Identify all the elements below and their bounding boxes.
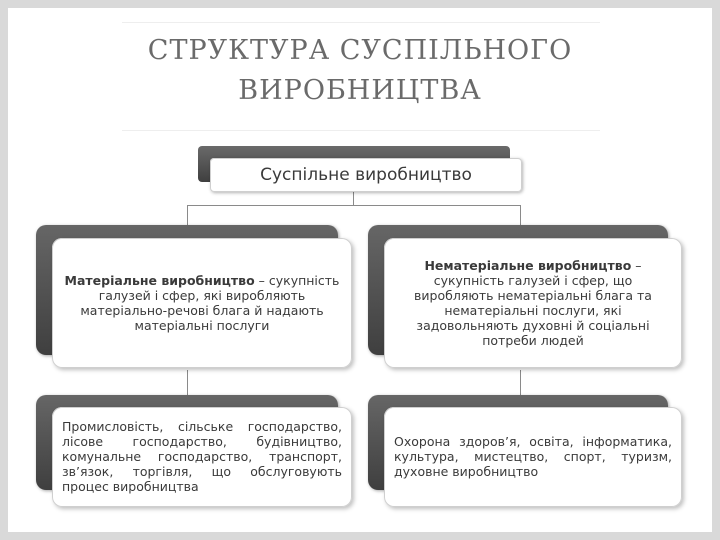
root-node bbox=[210, 158, 522, 192]
right-chain-connector bbox=[520, 370, 521, 398]
material-examples-node bbox=[52, 407, 352, 507]
nonmaterial-definition-node bbox=[384, 238, 682, 368]
title-frame-bottom bbox=[122, 130, 600, 131]
left-chain-connector bbox=[187, 370, 188, 398]
nonmaterial-examples-text: Охорона здоров’я, освіта, інформатика, культура, мистецтво, спорт, туризм, духовне виробництво bbox=[394, 434, 672, 479]
material-term: Матеріальне виробництво bbox=[64, 273, 255, 288]
nonmaterial-term: Нематеріальне виробництво bbox=[424, 258, 632, 273]
nonmaterial-examples-node bbox=[384, 407, 682, 507]
right-branch-connector bbox=[520, 205, 521, 225]
branch-connector-horizontal bbox=[187, 205, 520, 206]
root-connector-vertical bbox=[353, 192, 354, 205]
title-frame-top bbox=[122, 22, 600, 23]
material-definition-text: – сукупність галузей і сфер, які виробляють матеріально-речові блага й надають матеріальні послуги bbox=[80, 273, 340, 333]
material-examples-text: Промисловість, сільське господарство, лісове господарство, будівництво, комунальне господарство, транспорт, зв’язок, торгівля, що обслуговують процес виробництва bbox=[62, 419, 342, 494]
slide-title-line-2: ВИРОБНИЦТВА bbox=[238, 75, 482, 106]
left-branch-connector bbox=[187, 205, 188, 225]
slide-title-line-1: СТРУКТУРА СУСПІЛЬНОГО bbox=[147, 35, 573, 66]
material-definition-node bbox=[52, 238, 352, 368]
root-node-label: Суспільне виробництво bbox=[260, 165, 472, 185]
nonmaterial-definition-text: – сукупність галузей і сфер, що виробляють нематеріальні блага та нематеріальні послуги, які задовольняють духовні й соціальні потреби людей bbox=[414, 258, 652, 348]
